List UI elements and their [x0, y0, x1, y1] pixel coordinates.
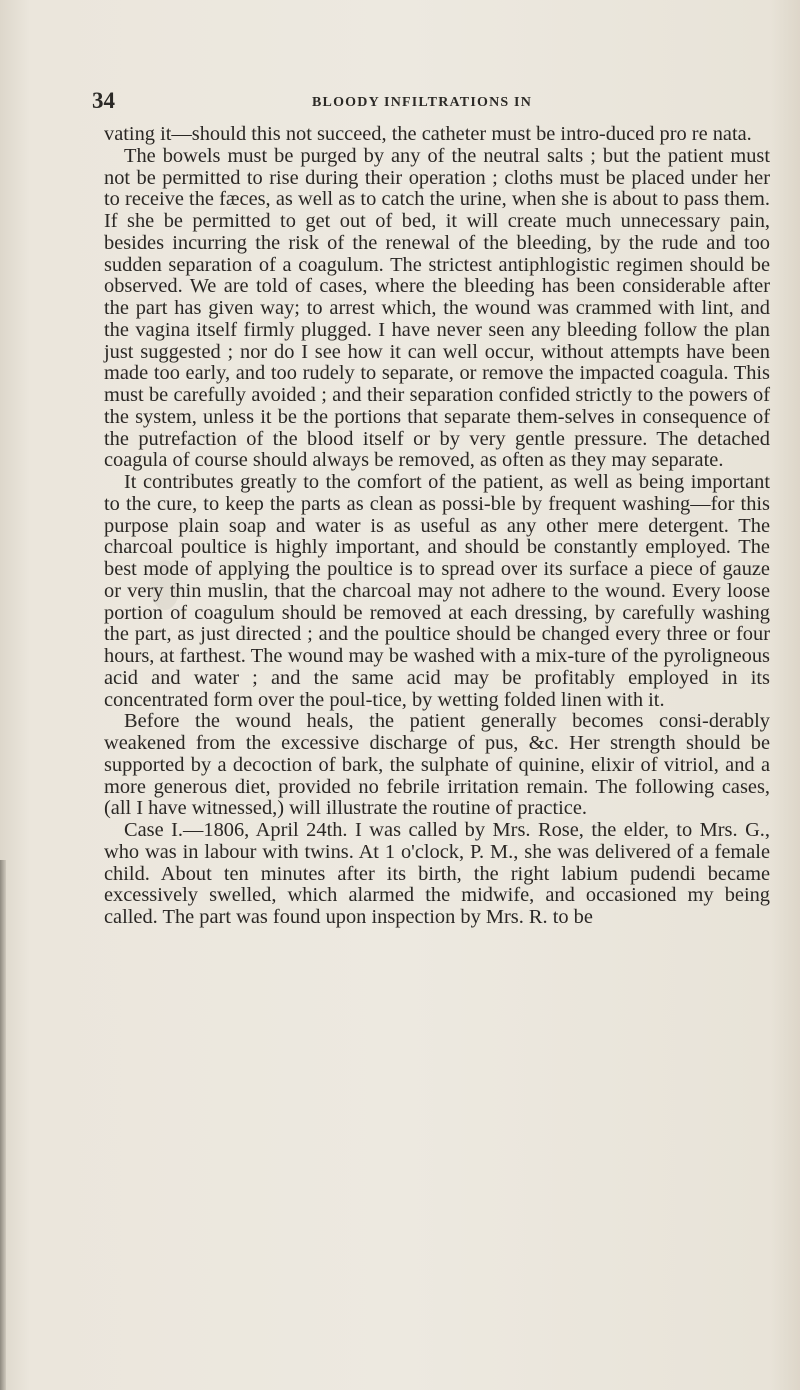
body-text: [104, 124, 770, 929]
paragraph-continuation: vating it—should this not succeed, the catheter must be intro-duced pro re nata.: [104, 123, 752, 145]
paragraph-comfort: It contributes greatly to the comfort of the patient, as well as being important to the cure, to keep the parts as clean as possi-ble by frequent washing—for this purpose plain soap and water is as useful as any other mere detergent. The charcoal poultice is highly important, and should be constantly employed. The best mode of applying the poultice is to spread over its surface a piece of gauze or very thin muslin, that the charcoal may not adhere to the wound. Every loose portion of coagulum should be removed at each dressing, by carefully washing the part, as just directed ; and the poultice should be changed every three or four hours, at farthest. The wound may be washed with a mix-ture of the pyroligneous acid and water ; and the same acid may be profitably employed in its concentrated form over the poul-tice, by wetting folded linen with it.: [104, 471, 770, 711]
paragraph-case-one: Case I.—1806, April 24th. I was called by Mrs. Rose, the elder, to Mrs. G., who was in labour with twins. At 1 o'clock, P. M., she was delivered of a female child. About ten minutes after its birth, the right labium pudendi became excessively swelled, which alarmed the midwife, and occasioned my being called. The part was found upon inspection by Mrs. R. to be: [104, 819, 770, 928]
running-head: BLOODY INFILTRATIONS IN: [312, 95, 533, 110]
page-edge-shadow: [0, 860, 6, 1390]
paragraph-healing: Before the wound heals, the patient generally becomes consi-derably weakened from the excessive discharge of pus, &c. Her strength should be supported by a decoction of bark, the sulphate of quinine, elixir of vitriol, and a more generous diet, provided no febrile irritation remain. The following cases, (all I have witnessed,) will illustrate the routine of practice.: [104, 710, 770, 820]
page-header: [92, 88, 752, 118]
page-number: 34: [92, 88, 115, 113]
paragraph-bowels: The bowels must be purged by any of the neutral salts ; but the patient must not be permitted to rise during their operation ; cloths must be placed under her to receive the fæces, as well as to catch the urine, when she is about to pass them. If she be permitted to get out of bed, it will create much unnecessary pain, besides incurring the risk of the renewal of the bleeding, by the rude and too sudden separation of a coagulum. The strictest antiphlogistic regimen should be observed. We are told of cases, where the bleeding has been considerable after the part has given way; to arrest which, the wound was crammed with lint, and the vagina itself firmly plugged. I have never seen any bleeding follow the plan just suggested ; nor do I see how it can well occur, without attempts have been made too early, and too rudely to separate, or remove the impacted coagula. This must be carefully avoided ; and their separation confided strictly to the powers of the system, unless it be the portions that separate them-selves in consequence of the putrefaction of the blood itself or by very gentle pressure. The detached coagula of course should always be removed, as often as they may separate.: [104, 144, 770, 472]
